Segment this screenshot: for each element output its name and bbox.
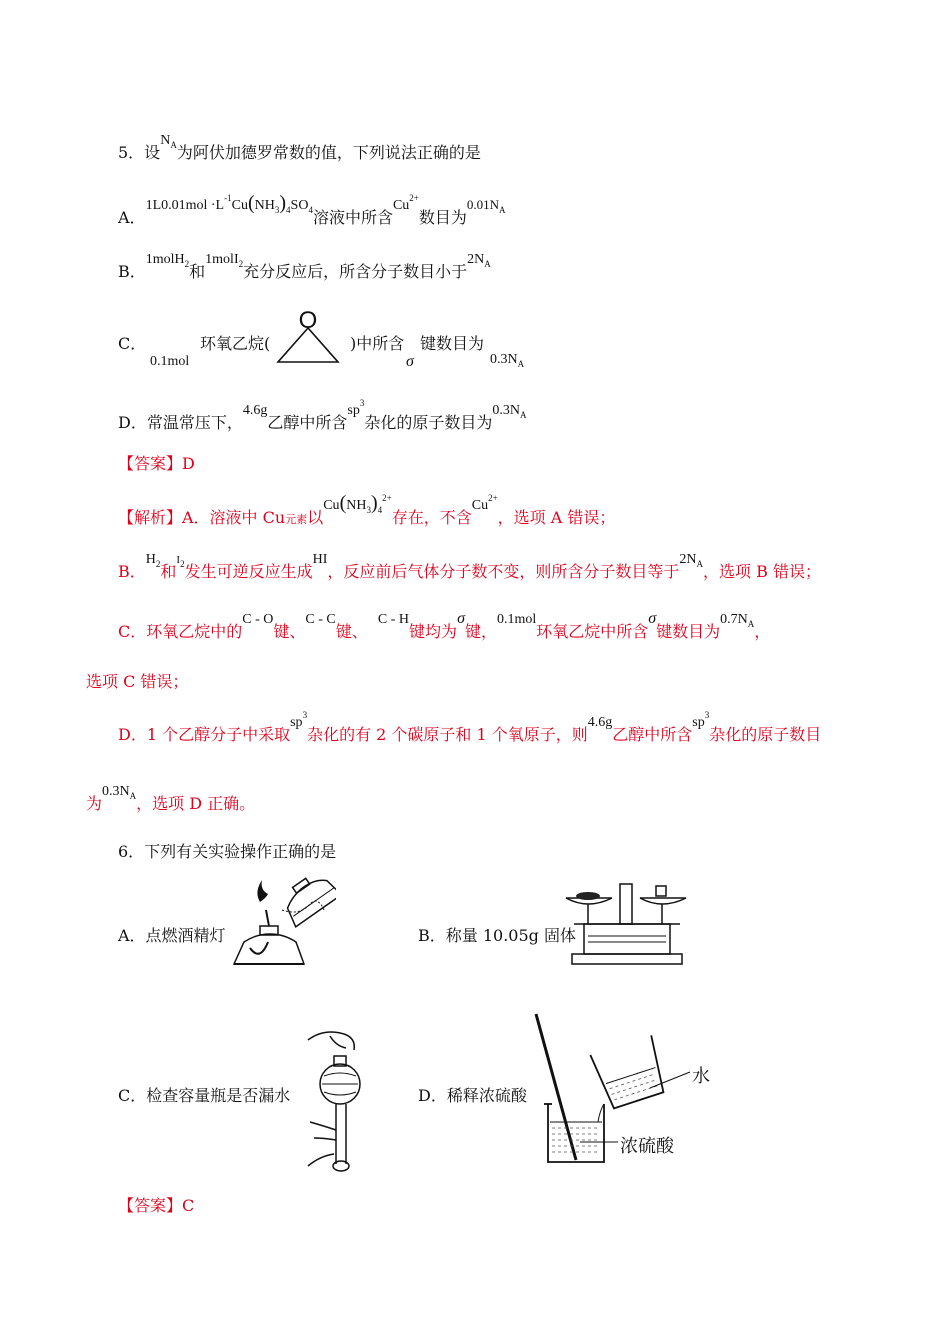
- q5-a-label: A．: [118, 208, 146, 227]
- q5-d-sp: $sp^3$: [347, 398, 365, 418]
- q5-a-text2: 数目为: [418, 208, 467, 227]
- q6-option-b: B．称量 10.05g 固体: [418, 926, 576, 945]
- q5-exp-c-line2: 选项 C 错误；: [86, 672, 189, 691]
- q5-exp-d-val: $0.3N_A$: [102, 784, 137, 801]
- q5-c-val: $0.3N_A$: [490, 352, 525, 369]
- volumetric-flask-check-icon: [300, 1026, 372, 1176]
- q6-option-c: C．检查容量瓶是否漏水: [118, 1086, 291, 1105]
- q5-exp-b-i2: I2: [176, 554, 185, 569]
- q6-answer: 【答案】C: [118, 1196, 195, 1215]
- q5-exp-c-co: C - O: [242, 612, 274, 627]
- q5-d-label: D．: [118, 413, 147, 432]
- q5-stem-prefix: 5．设: [118, 143, 161, 162]
- q5-stem-na: $N_A$: [160, 133, 177, 150]
- q5-exp-c-cc: C - C: [305, 612, 336, 627]
- q5-answer: 【答案】D: [118, 454, 195, 473]
- q5-exp-d-sp: $sp^3$: [290, 710, 308, 730]
- q5-exp-a-complex: $Cu(NH_3)_4^{2+}$: [323, 492, 392, 515]
- q5-d-text2: 乙醇中所含: [267, 413, 348, 432]
- q5-a-formula: $1L0.01mol \cdot L^{-1}Cu(NH_3)_4SO_4$: [145, 192, 313, 215]
- q5-exp-c-sigma1: σ: [457, 610, 465, 627]
- q5-c-label: C．: [118, 334, 147, 353]
- q5-option-b: [118, 252, 491, 288]
- q5-c-text3: 键数目为: [420, 334, 485, 353]
- q5-exp-d-sp2: $sp^3$: [692, 710, 710, 730]
- q5-c-text2: )中所含: [350, 334, 405, 353]
- q5-b-h2: 1molH$_2$: [145, 252, 190, 269]
- q5-d-val: $0.3N_A$: [492, 403, 527, 420]
- dilute-sulfuric-acid-icon: [530, 1010, 730, 1168]
- q5-c-sigma: σ: [406, 353, 414, 370]
- q5-b-val: $2N_A$: [467, 252, 491, 269]
- q6-option-d: D．稀释浓硫酸: [418, 1086, 527, 1105]
- q5-exp-c-ch: C - H: [377, 612, 410, 627]
- q5-exp-a: 【解析】A．溶液中 Cu元素以$Cu(NH_3)_4^{2+}$存在，不含$Cu^{2+}$，选项 A 错误；: [118, 492, 616, 527]
- q5-exp-a-cu2: $Cu^{2+}$: [471, 493, 498, 513]
- q5-option-a: [118, 192, 506, 234]
- d-acid-label: 浓硫酸: [620, 1136, 674, 1157]
- q5-exp-c-sigma2: σ: [648, 610, 657, 627]
- q5-a-cu2: $Cu^{2+}$: [392, 193, 419, 213]
- q5-exp-b-hi: HI: [312, 552, 328, 567]
- alcohol-lamp-lighting-icon: [230, 876, 336, 972]
- epoxide-ring-icon: [272, 306, 344, 366]
- q5-stem-rest: 为阿伏加德罗常数的值，下列说法正确的是: [176, 143, 481, 162]
- q5-a-text1: 溶液中所含: [312, 208, 393, 227]
- q5-b-i2: 1molI$_2$: [205, 252, 244, 269]
- q5-exp-d-line2: 为$0.3N_A$，选项 D 正确。: [86, 784, 256, 813]
- q5-stem: [118, 133, 481, 169]
- balance-scale-icon: [562, 880, 692, 966]
- q5-exp-b-h2: $H_2$: [145, 552, 161, 569]
- q5-b-text: 充分反应后，所含分子数目小于: [243, 262, 468, 281]
- q6-stem: 6．下列有关实验操作正确的是: [118, 842, 337, 861]
- q5-exp-d: D．1 个乙醇分子中采取$sp^3$杂化的有 2 个碳原子和 1 个氧原子，则4.6g乙醇中所含$sp^3$杂化的原子数目: [118, 710, 822, 744]
- q5-c-text1: 环氧乙烷(: [200, 334, 271, 353]
- q5-d-text3: 杂化的原子数目为: [364, 413, 493, 432]
- q5-d-text1: 常温常压下，: [146, 413, 243, 432]
- epoxide-o: O: [298, 307, 318, 334]
- q5-b-he: 和: [189, 262, 206, 281]
- q5-exp-b-val: $2N_A$: [679, 552, 704, 569]
- q5-d-mass: 4.6g: [242, 403, 268, 418]
- q5-exp-d-mass: 4.6g: [587, 715, 613, 730]
- q5-exp-b: B．$H_2$和$^{I_2}$发生可逆反应生成HI，反应前后气体分子数不变，则所含分子数目等于$2N_A$，选项 B 错误；: [118, 552, 821, 581]
- q5-exp-c: C．环氧乙烷中的C - O键、C - C键、 C - H键均为σ键，0.1mol环氧乙烷中所含σ键数目为$0.7N_A$，: [118, 610, 771, 641]
- q5-a-val: 0.01NA: [466, 197, 506, 215]
- q5-option-d: [118, 398, 527, 439]
- q5-c-amount: 0.1mol: [150, 354, 190, 369]
- q6-option-a: A．点燃酒精灯: [118, 926, 226, 945]
- q5-b-label: B．: [118, 262, 146, 281]
- q5-exp-c-val: $0.7N_A$: [720, 612, 755, 629]
- d-water-label: 水: [692, 1066, 710, 1087]
- q5-exp-c-amount: 0.1mol: [496, 612, 537, 627]
